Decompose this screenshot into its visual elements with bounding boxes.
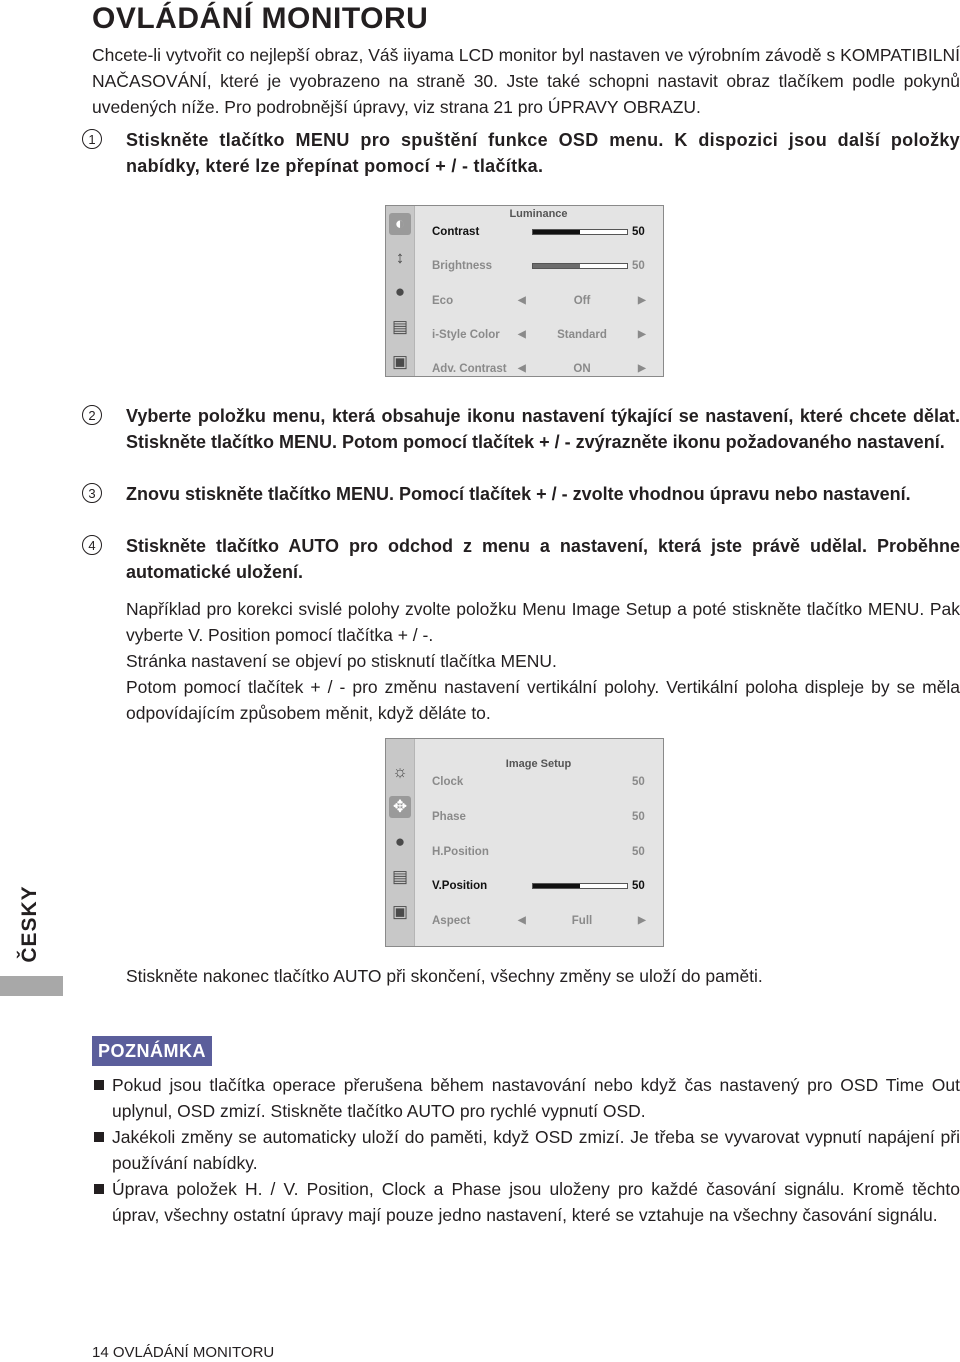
example-line: Stránka nastavení se objeví po stisknutí tlačítka MENU. [126,651,557,671]
osd-settings-icon: ▤ [391,317,409,336]
arrow-right-icon: ▶ [638,915,646,926]
arrow-left-icon: ◀ [518,295,526,306]
osd-row-option: ON [573,363,591,375]
example-line: Potom pomocí tlačítek + / - pro změnu nastavení vertikální polohy. Vertikální poloha displeje by se měla odpovídajícím způsobem měnit, když děláte to. [126,677,960,723]
brightness-bar-fill [533,264,580,268]
contrast-bar-fill [533,230,580,234]
note-text: Jakékoli změny se automaticky uloží do paměti, když OSD zmizí. Je třeba se vyvarovat vypnutí napájení při používání nabídky. [112,1127,960,1173]
step-1 [82,127,960,179]
v-position-bar [532,883,628,889]
note-item [92,1072,960,1124]
osd-row-value: 50 [632,260,645,272]
step-text: Znovu stiskněte tlačítko MENU. Pomocí tlačítek + / - zvolte vhodnou úpravu nebo nastavení. [126,484,911,504]
osd-row-option: Standard [557,329,607,341]
language-side-tab [0,872,63,996]
osd-title: Luminance [509,208,568,220]
osd-title: Image Setup [505,758,572,770]
example-paragraph [126,596,960,726]
step-number: 1 [82,129,102,149]
osd-row-istyle-color [432,329,649,343]
bullet-icon [94,1132,104,1142]
side-tab-marker [0,976,63,996]
step-number: 3 [82,483,102,503]
final-instruction: Stiskněte nakonec tlačítko AUTO při skončení, všechny změny se uloží do paměti. [126,966,763,986]
arrow-left-icon: ◀ [518,915,526,926]
note-heading: POZNÁMKA [92,1036,212,1066]
step-2 [82,403,960,455]
luminance-icon: ◐ [389,213,411,235]
color-settings-icon: ● [394,282,406,301]
osd-row-label: Eco [432,295,454,307]
osd-row-label: Contrast [432,226,480,238]
osd-row-label: H.Position [432,846,489,858]
osd-row-contrast [432,226,649,240]
osd-row-option: Off [573,295,591,307]
osd-row-eco [432,295,649,309]
osd-row-clock [432,776,649,790]
osd-row-value: 50 [632,226,645,238]
v-position-bar-fill [533,884,580,888]
osd-row-label: i-Style Color [432,329,500,341]
osd-row-value: 50 [632,776,645,788]
arrow-right-icon: ▶ [638,363,646,374]
step-4 [82,533,960,585]
note-text: Pokud jsou tlačítka operace přerušena během nastavování nebo když čas nastavený pro OSD Time Out uplynul, OSD zmizí. Stiskněte tlačítko AUTO pro rychlé vypnutí OSD. [112,1075,960,1121]
bullet-icon [94,1080,104,1090]
arrow-right-icon: ▶ [638,329,646,340]
note-item [92,1124,960,1176]
osd-row-phase [432,811,649,825]
osd-row-value: 50 [632,846,645,858]
osd-row-value: 50 [632,811,645,823]
page-footer: 14 OVLÁDÁNÍ MONITORU [92,1344,275,1361]
brightness-bar [532,263,628,269]
image-setup-icon: ✥ [389,796,411,818]
osd-row-adv-contrast [432,363,649,377]
osd-row-brightness [432,260,649,274]
step-number: 4 [82,535,102,555]
arrow-left-icon: ◀ [518,329,526,340]
note-list [92,1072,960,1228]
step-text: Stiskněte tlačítko MENU pro spuštění funkce OSD menu. K dispozici jsou další položky nabídky, které lze přepínat pomocí + / - tlačítka. [126,130,960,176]
language-label: ČESKY [18,885,41,963]
note-item [92,1176,960,1228]
image-setup-icon: ↕ [395,248,405,267]
osd-row-label: Adv. Contrast [432,363,507,375]
step-text: Stiskněte tlačítko AUTO pro odchod z menu a nastavení, která jste právě udělal. Proběhne automatické uložení. [126,536,960,582]
arrow-left-icon: ◀ [518,363,526,374]
osd-row-h-position [432,846,649,860]
osd-row-label: V.Position [432,880,488,892]
osd-row-value: 50 [632,880,645,892]
setup-menu-icon: ▣ [391,902,409,921]
osd-icon-column [386,206,415,376]
note-text: Úprava položek H. / V. Position, Clock a Phase jsou uloženy pro každé časování signálu. Kromě těchto úprav, všechny ostatní úpravy mají pouze jedno nastavení, které se vztahuje na všechny časování signálu. [112,1179,960,1225]
contrast-bar [532,229,628,235]
osd-row-label: Brightness [432,260,493,272]
osd-row-option: Full [571,915,593,927]
osd-row-label: Clock [432,776,464,788]
setup-menu-icon: ▣ [391,352,409,371]
osd-row-label: Phase [432,811,466,823]
arrow-right-icon: ▶ [638,295,646,306]
color-settings-icon: ● [394,832,406,851]
step-3 [82,481,960,507]
osd-row-label: Aspect [432,915,471,927]
example-line: Například pro korekci svislé polohy zvolte položku Menu Image Setup a poté stiskněte tlačítko MENU. Pak vyberte V. Position pomocí tlačítka + / -. [126,599,960,645]
page-title: OVLÁDÁNÍ MONITORU [92,2,429,35]
osd-settings-icon: ▤ [391,867,409,886]
luminance-icon: ☼ [392,762,408,781]
bullet-icon [94,1184,104,1194]
osd-icon-column [386,739,415,946]
step-text: Vyberte položku menu, která obsahuje ikonu nastavení týkající se nastavení, které chcete dělat. Stiskněte tlačítko MENU. Potom pomocí tlačítek + / - zvýrazněte ikonu požadovaného nastavení. [126,406,960,452]
osd-row-v-position [432,880,649,894]
intro-paragraph: Chcete-li vytvořit co nejlepší obraz, Váš iiyama LCD monitor byl nastaven ve výrobním závodě s KOMPATIBILNÍ NAČASOVÁNÍ, které je vyobrazeno na straně 30. Jste také schopni nastavit obraz tlačíkem podle pokynů uvedených níže. Pro podrobnější úpravy, viz strana 21 pro ÚPRAVY OBRAZU. [92,45,960,117]
step-number: 2 [82,405,102,425]
osd-image-setup-panel [385,738,664,947]
osd-row-aspect [432,915,649,929]
osd-luminance-panel [385,205,664,377]
